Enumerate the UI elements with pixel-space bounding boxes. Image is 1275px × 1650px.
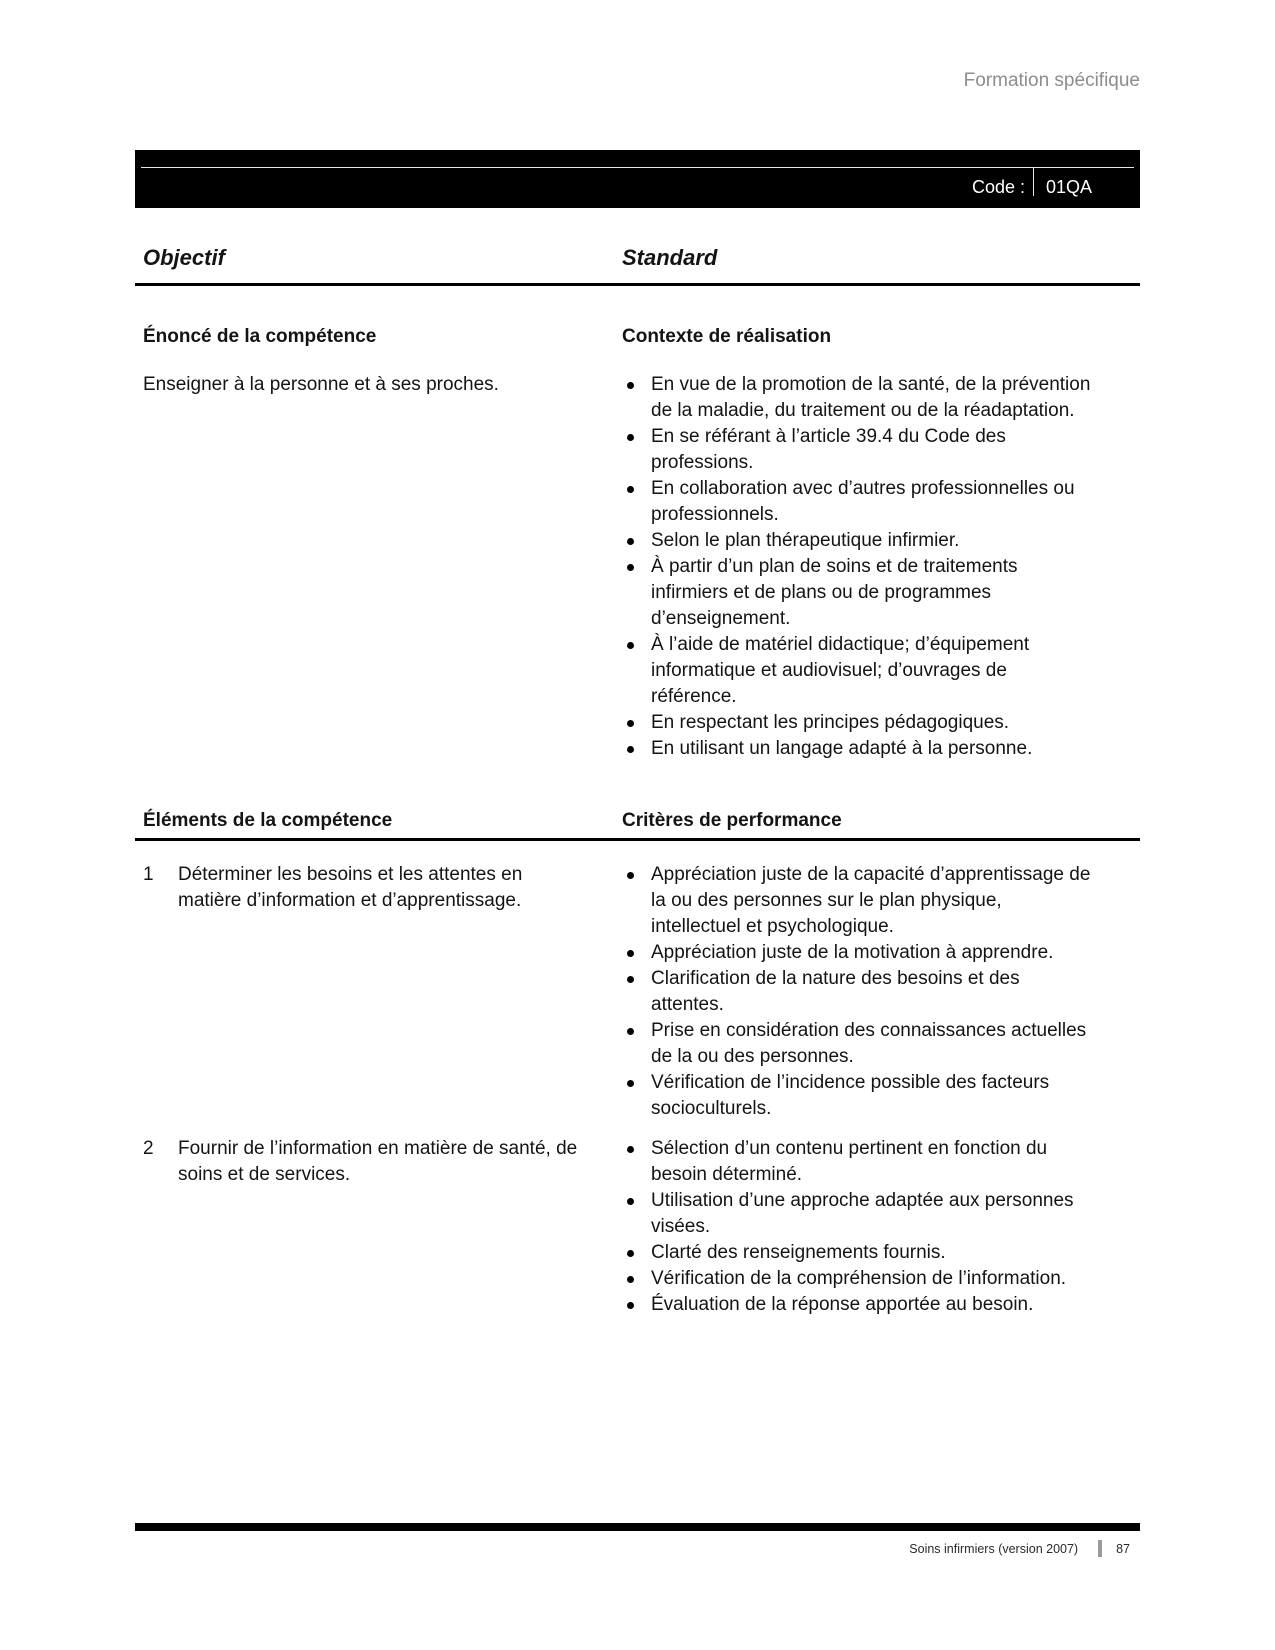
list-item xyxy=(622,424,1095,476)
bullet-icon xyxy=(627,564,634,571)
element-text: Fournir de l’information en matière de santé, de soins et de services. xyxy=(178,1138,578,1185)
bullet-text: En se référant à l’article 39.4 du Code des professions. xyxy=(651,426,1006,473)
element-row xyxy=(135,1136,1140,1318)
list-item xyxy=(622,554,1095,632)
list-item xyxy=(622,476,1095,528)
list-item xyxy=(622,1240,1095,1266)
list-item xyxy=(622,966,1095,1018)
list-item xyxy=(622,1292,1095,1318)
competence-statement: Enseigner à la personne et à ses proches. xyxy=(143,374,499,395)
bullet-icon xyxy=(627,486,634,493)
list-item xyxy=(622,632,1095,710)
element-row xyxy=(135,862,1140,1122)
competence-heading: Énoncé de la compétence xyxy=(143,326,377,347)
bullet-text: Vérification de l’incidence possible des facteurs socioculturels. xyxy=(651,1072,1050,1119)
element-number: 2 xyxy=(143,1138,154,1159)
column-title-objectif: Objectif xyxy=(143,245,225,270)
bullet-icon xyxy=(627,538,634,545)
context-heading: Contexte de réalisation xyxy=(622,326,832,347)
criteria-cell xyxy=(622,862,1140,1122)
criteria-cell xyxy=(622,1136,1140,1318)
bullet-text: En respectant les principes pédagogiques. xyxy=(651,712,1010,733)
elements-heading: Éléments de la compétence xyxy=(143,810,393,831)
element-number: 1 xyxy=(143,864,154,885)
footer-rule xyxy=(135,1523,1140,1531)
bullet-icon xyxy=(627,1028,634,1035)
bullet-icon xyxy=(627,434,634,441)
list-item xyxy=(622,1188,1095,1240)
element-cell xyxy=(135,1136,622,1318)
bullet-icon xyxy=(627,1080,634,1087)
bullet-text: En collaboration avec d’autres professionnelles ou professionnels. xyxy=(651,478,1075,525)
bullet-icon xyxy=(627,950,634,957)
code-field xyxy=(972,167,1140,208)
column-title-standard: Standard xyxy=(622,245,718,270)
bullet-text: Évaluation de la réponse apportée au besoin. xyxy=(651,1294,1034,1315)
bullet-icon xyxy=(627,746,634,753)
criteria-bullet-list xyxy=(622,862,1095,1122)
bullet-text: Vérification de la compréhension de l’information. xyxy=(651,1268,1067,1289)
bullet-text: À l’aide de matériel didactique; d’équipement informatique et audiovisuel; d’ouvrages de référence. xyxy=(651,634,1030,707)
list-item xyxy=(622,710,1095,736)
code-banner xyxy=(135,150,1140,208)
list-item xyxy=(622,1136,1095,1188)
context-bullet-list xyxy=(622,372,1095,762)
list-item xyxy=(622,528,1095,554)
criteria-bullet-list xyxy=(622,1136,1095,1318)
code-value: 01QA xyxy=(1046,177,1093,197)
list-item xyxy=(622,1266,1095,1292)
bullet-icon xyxy=(627,642,634,649)
bullet-text: Clarté des renseignements fournis. xyxy=(651,1242,946,1263)
column-titles xyxy=(135,243,1140,286)
bullet-text: En utilisant un langage adapté à la personne. xyxy=(651,738,1033,759)
list-item xyxy=(622,372,1095,424)
footer-page-number: 87 xyxy=(1116,1541,1130,1556)
footer-source: Soins infirmiers (version 2007) xyxy=(909,1541,1079,1556)
footer-divider xyxy=(1098,1540,1102,1557)
bullet-text: Appréciation juste de la capacité d’apprentissage de la ou des personnes sur le plan physique, intellectuel et psychologique. xyxy=(651,864,1091,937)
competence-section xyxy=(135,326,1140,762)
bullet-text: Sélection d’un contenu pertinent en fonction du besoin déterminé. xyxy=(651,1138,1048,1185)
bullet-icon xyxy=(627,1250,634,1257)
bullet-icon xyxy=(627,1146,634,1153)
footer xyxy=(135,1540,1140,1557)
bullet-text: Utilisation d’une approche adaptée aux personnes visées. xyxy=(651,1190,1074,1237)
criteria-heading: Critères de performance xyxy=(622,810,842,831)
bullet-text: Appréciation juste de la motivation à apprendre. xyxy=(651,942,1054,963)
bullet-text: Clarification de la nature des besoins et des attentes. xyxy=(651,968,1020,1015)
bullet-icon xyxy=(627,976,634,983)
bullet-icon xyxy=(627,1276,634,1283)
bullet-text: En vue de la promotion de la santé, de la prévention de la maladie, du traitement ou de la réadaptation. xyxy=(651,374,1091,421)
list-item xyxy=(622,862,1095,940)
bullet-text: À partir d’un plan de soins et de traitements infirmiers et de plans ou de programmes d’enseignement. xyxy=(651,556,1018,629)
list-item xyxy=(622,736,1095,762)
competence-statement-column xyxy=(135,326,622,762)
context-column xyxy=(622,326,1140,762)
elements-header-row xyxy=(135,810,1140,841)
list-item xyxy=(622,1070,1095,1122)
element-cell xyxy=(135,862,622,1122)
bullet-text: Selon le plan thérapeutique infirmier. xyxy=(651,530,960,551)
list-item xyxy=(622,1018,1095,1070)
bullet-icon xyxy=(627,1198,634,1205)
bullet-icon xyxy=(627,720,634,727)
code-label: Code : xyxy=(971,177,1025,197)
running-head: Formation spécifique xyxy=(963,70,1140,91)
elements-rows xyxy=(135,862,1140,1332)
bullet-icon xyxy=(627,382,634,389)
bullet-icon xyxy=(627,1302,634,1309)
list-item xyxy=(622,940,1095,966)
element-text: Déterminer les besoins et les attentes en matière d’information et d’apprentissage. xyxy=(178,864,523,911)
bullet-icon xyxy=(627,872,634,879)
bullet-text: Prise en considération des connaissances actuelles de la ou des personnes. xyxy=(651,1020,1087,1067)
